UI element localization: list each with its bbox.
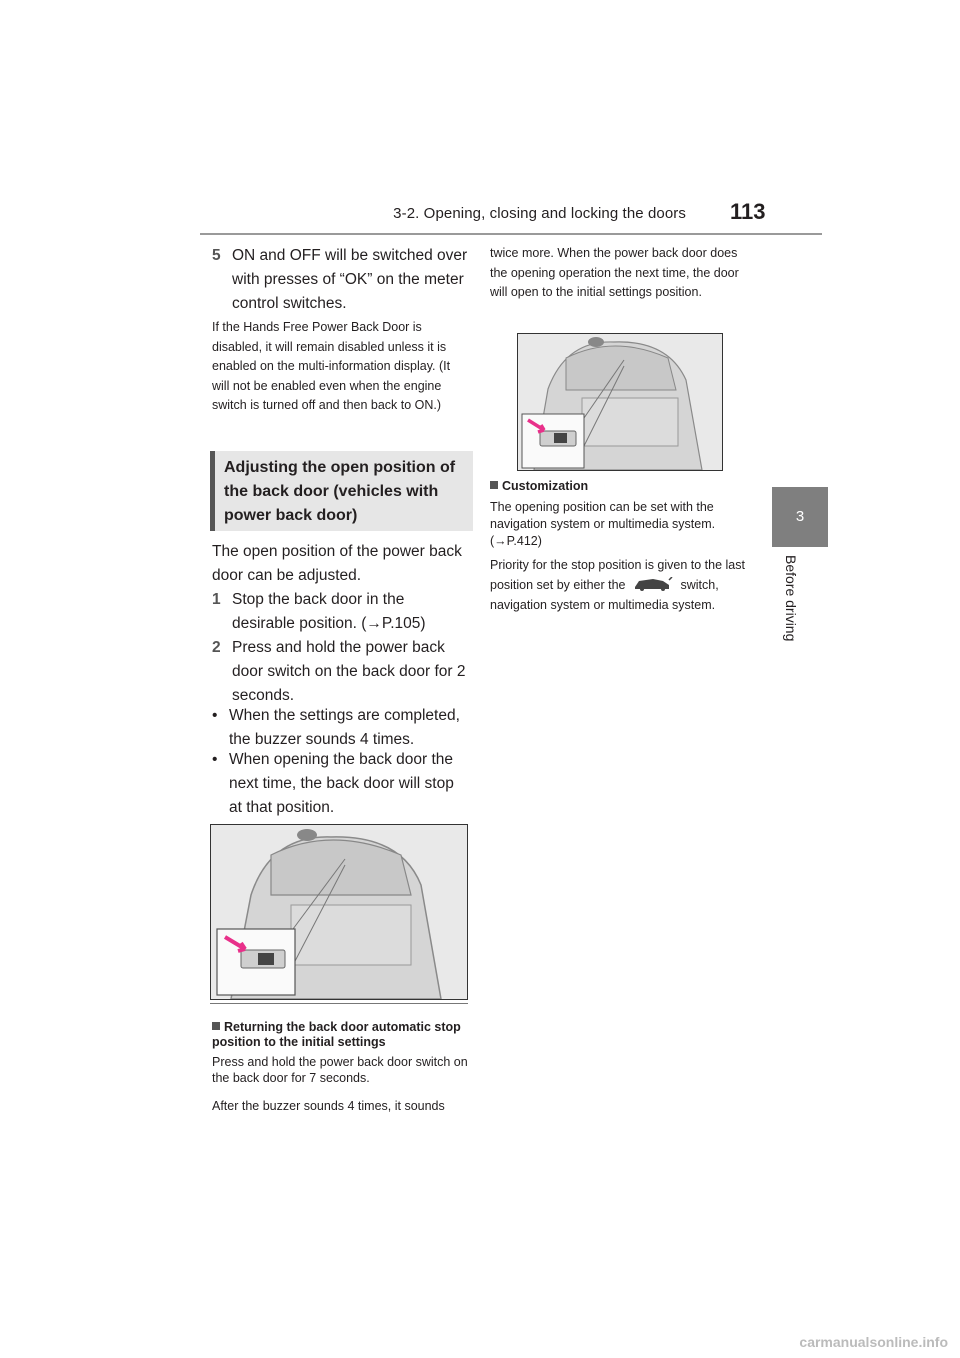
intro-text: The open position of the power back door can be adjusted. [212, 543, 462, 584]
section-title: 3-2. Opening, closing and locking the doors [393, 205, 686, 222]
hands-free-note: If the Hands Free Power Back Door is disabled, it will remain disabled unless it is enabled on the multi-information display. (It will not be enabled even when the engine switch is turned off and then back to ON.) [212, 320, 451, 412]
continued-text: twice more. When the power back door does the opening operation the next time, the door will open to the initial settings position. [490, 246, 739, 299]
step-5-text: ON and OFF will be switched over with presses of “OK” on the meter control switches. [232, 247, 468, 312]
step-1-text: Stop the back door in the desirable position. (→P.105) [232, 591, 426, 632]
back-door-switch-icon [633, 577, 673, 591]
step-5-number: 5 [212, 247, 221, 264]
watermark: carmanualsonline.info [799, 1334, 948, 1350]
returning-para-2: After the buzzer sounds 4 times, it sounds [212, 1099, 445, 1113]
bullet-item: When the settings are completed, the buzzer sounds 4 times. [229, 707, 460, 748]
step-2-text: Press and hold the power back door switch on the back door for 2 seconds. [232, 639, 466, 704]
section-heading: Adjusting the open position of the back door (vehicles with power back door) [224, 459, 456, 524]
square-bullet-icon [212, 1022, 220, 1030]
page-number: 113 [730, 199, 766, 224]
back-door-figure-2 [517, 333, 723, 471]
figure-divider [210, 1003, 468, 1004]
square-bullet-icon [490, 481, 498, 489]
sub-heading-returning: Returning the back door automatic stop position to the initial settings [212, 1020, 461, 1049]
bullet-item: When opening the back door the next time, the back door will stop at that position. [229, 751, 454, 816]
customization-para-1: The opening position can be set with the navigation system or multimedia system. (→P.412) [490, 500, 716, 548]
header-divider [200, 233, 822, 235]
sub-heading-customization: Customization [490, 479, 750, 494]
step-1-number: 1 [212, 591, 221, 608]
step-2-number: 2 [212, 639, 221, 656]
chapter-tab[interactable]: 3 [772, 487, 828, 547]
bullet-marker: • [212, 751, 218, 768]
back-door-illustration [211, 825, 467, 999]
returning-para-1: Press and hold the power back door switch on the back door for 7 seconds. [212, 1055, 468, 1085]
back-door-figure-1 [210, 824, 468, 1000]
bullet-marker: • [212, 707, 218, 724]
customization-para-2: Priority for the stop position is given to the last position set by either the switch, navigation system or multimedia system. [490, 558, 745, 612]
chapter-tab-label: Before driving [783, 555, 799, 642]
back-door-illustration-2 [518, 334, 722, 470]
